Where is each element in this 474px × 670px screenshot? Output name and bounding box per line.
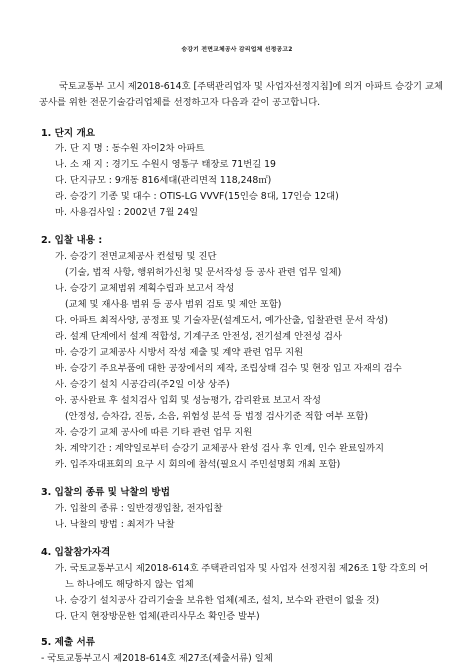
document-title: 승강기 전면교체공사 감리업체 선정공고2 xyxy=(181,47,293,53)
list-item: 라. 설계 단계에서 설계 적합성, 기계구조 안전성, 전기설계 안전성 검사 xyxy=(55,331,342,342)
section-heading: 3. 입찰의 종류 및 낙찰의 방법 xyxy=(41,487,170,498)
list-item: 나. 낙찰의 방법 : 최저가 낙찰 xyxy=(55,519,175,530)
list-item: 마. 승강기 교체공사 시방서 작성 제출 및 계약 관련 업무 지원 xyxy=(55,347,304,358)
list-item: 다. 단지 현장방문한 업체(관리사무소 확인증 발부) xyxy=(55,611,260,622)
list-item: 사. 승강기 설치 시공감리(주2일 이상 상주) xyxy=(55,379,230,390)
section-heading: 1. 단지 개요 xyxy=(41,128,96,139)
list-item: 바. 승강기 주요부품에 대한 공장에서의 제작, 조립상태 검수 및 현장 입고 자재의 검수 xyxy=(55,363,402,374)
list-item: 나. 승강기 설치공사 감리기술을 보유한 업체(제조, 설치, 보수와 관련이 없을 것) xyxy=(55,595,380,606)
list-item: 아. 공사완료 후 설치검사 입회 및 성능평가, 감리완료 보고서 작성 xyxy=(55,395,322,406)
section-heading: 2. 입찰 내용 : xyxy=(41,235,103,246)
list-item-note: (안정성, 승차감, 진동, 소음, 위험성 분석 등 법정 검사기준 적합 여부 포함) xyxy=(65,411,369,422)
list-item: 다. 단지규모 : 9개동 816세대(관리면적 118,248㎡) xyxy=(55,175,272,186)
list-item: 마. 사용검사일 : 2002년 7월 24일 xyxy=(55,207,199,218)
list-item: 나. 승강기 교체범위 계획수립과 보고서 작성 xyxy=(55,283,235,294)
list-item: 가. 승강기 전면교체공사 컨설팅 및 진단 xyxy=(55,251,217,262)
list-item: 다. 아파트 최적사양, 공정표 및 기술자문(설계도서, 예가산출, 입찰관련 문서 작성) xyxy=(55,315,389,326)
list-item: 가. 국토교통부고시 제2018-614호 주택관리업자 및 사업자 선정지침 제26조 1항 각호의 어 xyxy=(55,563,429,574)
list-item: 가. 단 지 명 : 동수원 자이2차 아파트 xyxy=(55,143,205,154)
section-heading: 5. 제출 서류 xyxy=(41,637,96,648)
list-item: 차. 계약기간 : 계약일로부터 승강기 교체공사 완성 검사 후 인계, 인수 완료일까지 xyxy=(55,443,384,454)
list-item: 카. 입주자대표회의 요구 시 회의에 참석(필요시 주민설명회 개최 포함) xyxy=(55,459,341,470)
list-item: 자. 승강기 교체 공사에 따른 기타 관련 업무 지원 xyxy=(55,427,253,438)
list-item-continuation: 느 하나에도 해당하지 않는 업체 xyxy=(65,579,194,590)
list-item-note: (기술, 법적 사항, 행위허가신청 및 문서작성 등 공사 관련 업무 일체) xyxy=(65,267,342,278)
list-item: 나. 소 재 지 : 경기도 수원시 영통구 태장로 71번길 19 xyxy=(55,159,276,170)
list-item: - 국토교통부고시 제2018-614호 제27조(제출서류) 일체 xyxy=(41,653,273,664)
list-item: 가. 입찰의 종류 : 일반경쟁입찰, 전자입찰 xyxy=(55,503,223,514)
list-item: 라. 승강기 기종 및 대수 : OTIS-LG VVVF(15인승 8대, 17인승 12대) xyxy=(55,191,339,202)
list-item-note: (교체 및 재사용 범위 등 공사 범위 검토 및 제안 포함) xyxy=(65,299,282,310)
intro-line: 국토교통부 고시 제2018-614호 [주택관리업자 및 사업자선정지침]에 의거 아파트 승강기 교체 xyxy=(59,81,443,92)
intro-line: 공사를 위한 전문기술감리업체를 선정하고자 다음과 같이 공고합니다. xyxy=(39,97,321,108)
section-heading: 4. 입찰참가자격 xyxy=(41,547,111,558)
